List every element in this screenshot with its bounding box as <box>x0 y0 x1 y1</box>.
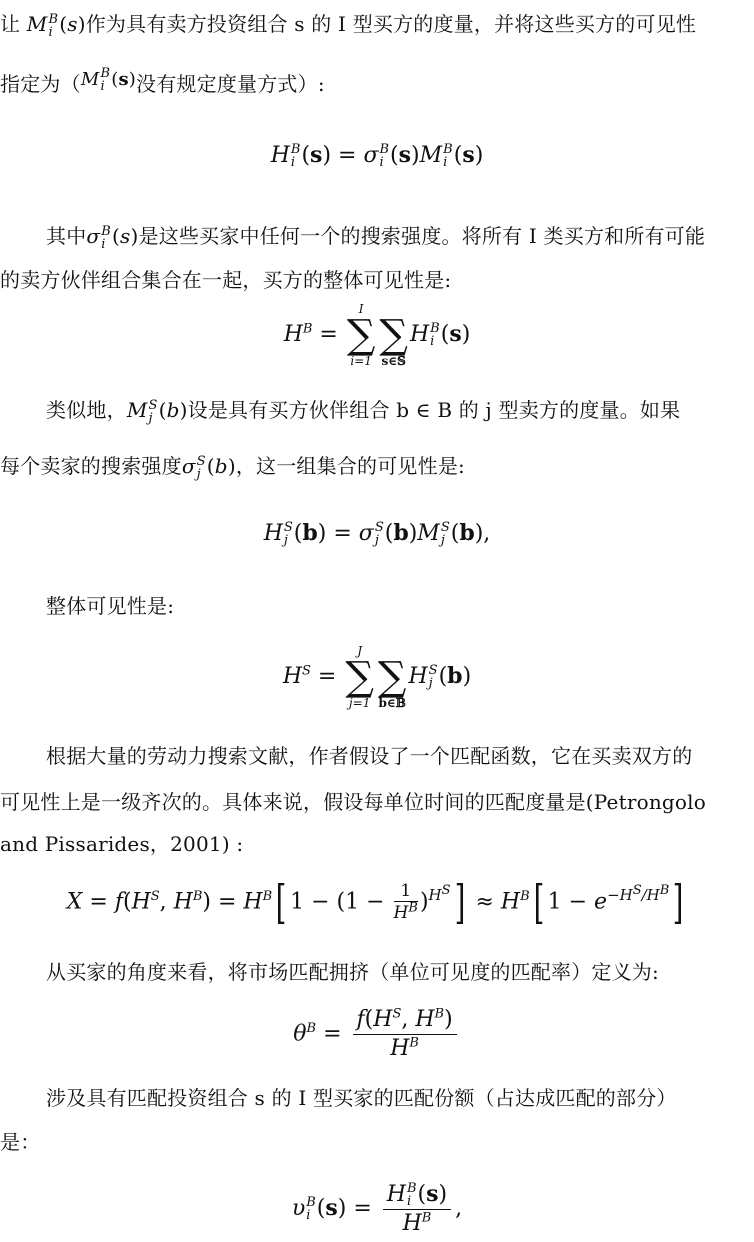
inline-math-M-i-B-bold-s: M B i (s) <box>80 66 137 94</box>
text-run: 每个卖家的搜索强度 <box>0 454 182 478</box>
paragraph-line <box>0 266 451 294</box>
paragraph-line <box>0 452 465 481</box>
paragraph-line <box>0 66 325 98</box>
paragraph-line <box>46 1084 677 1112</box>
equation-H-i-B: H B i (s) = σ B i (s)M B i (s) <box>270 142 484 170</box>
text-run: 涉及具有匹配投资组合 s 的 I 型买家的匹配份额（占达成匹配的部分） <box>46 1086 677 1110</box>
equation-matching-function: $X = f(H^S$, $H^B) = H^B$[ 1 − (1 − $\frac{1}{H^B}$ )$H^S] \approx H^B$[ $1 - e-H^S/H^B$] <box>66 875 684 930</box>
text-run: ，这一组集合的可见性是: <box>235 454 465 478</box>
inline-math-M-j-S: M S j (b) <box>126 397 188 426</box>
equation-H-j-S: H S j (b) = σ S j (b)M S j (b), <box>263 520 491 548</box>
text-run: 是这些买家中任何一个的搜索强度。将所有 I 类买方和所有可能 <box>138 224 706 248</box>
text-run: 整体可见性是: <box>46 594 175 618</box>
text-run: 可见性上是一级齐次的。具体来说，假设每单位时间的匹配度量是(Petrongolo <box>0 790 706 814</box>
fraction-theta: $\frac{f(H^S, H^B)}{H^B}$ <box>353 1006 457 1063</box>
paragraph-line <box>46 958 659 986</box>
text-run: and Pissarides，2001) : <box>0 832 244 856</box>
text-run: 类似地， <box>46 398 127 422</box>
text-run: 让 <box>0 12 27 36</box>
text-run: 设是具有买方伙伴组合 b ∈ B 的 j 型卖方的度量。如果 <box>187 398 681 422</box>
paragraph-line <box>46 592 174 620</box>
paragraph-line <box>46 396 680 425</box>
summation-j: J ∑ j=1 <box>345 644 374 710</box>
equation-H-S-sum: $H^S$ = J ∑ j=1 ∑ b∈𝔹 H S j (b) <box>282 644 472 710</box>
paragraph-line <box>0 788 706 816</box>
text-run: 根据大量的劳动力搜索文献，作者假设了一个匹配函数，它在买卖双方的 <box>46 744 693 768</box>
paragraph-line <box>0 830 243 858</box>
fraction-1-over-HB: $\frac{1}{H^B}$ <box>393 880 418 923</box>
paragraph-line <box>0 10 696 39</box>
summation-b: ∑ b∈𝔹 <box>377 654 407 710</box>
text-run: 其中 <box>46 224 87 248</box>
equation-theta-B: $\theta^B$ = $\frac{f(H^S, H^B)}{H^B}$ <box>0 1006 754 1063</box>
inline-math-M-i-B: M B i (s) <box>26 11 86 40</box>
text-run: 是： <box>0 1130 41 1154</box>
paragraph-line <box>46 742 692 770</box>
text-run: 的卖方伙伴组合集合在一起，买方的整体可见性是: <box>0 268 452 292</box>
text-run: 指定为（ <box>0 72 81 96</box>
inline-math-sigma-i-B: σ B i (s) <box>86 223 139 252</box>
text-run: 没有规定度量方式）: <box>136 72 325 96</box>
equation-upsilon-i-B: υ B i (s) = H B i (s) $H^B$ , <box>291 1181 463 1236</box>
summation-s: ∑ s∈𝕊 <box>379 312 408 368</box>
inline-math-sigma-j-S: σ S j (b) <box>181 453 236 482</box>
paragraph-line <box>46 222 705 251</box>
paragraph-line <box>0 1128 40 1156</box>
text-run: 作为具有卖方投资组合 s 的 I 型买方的度量，并将这些买方的可见性 <box>85 12 697 36</box>
text-run: 从买家的角度来看，将市场匹配拥挤（单位可见度的匹配率）定义为: <box>46 960 659 984</box>
equation-H-B-sum: $H^B$ = I ∑ i=1 ∑ s∈𝕊 H B i (s) <box>283 302 471 368</box>
fraction-upsilon: H B i (s) $H^B$ <box>383 1180 451 1238</box>
summation-i: I ∑ i=1 <box>346 302 376 368</box>
